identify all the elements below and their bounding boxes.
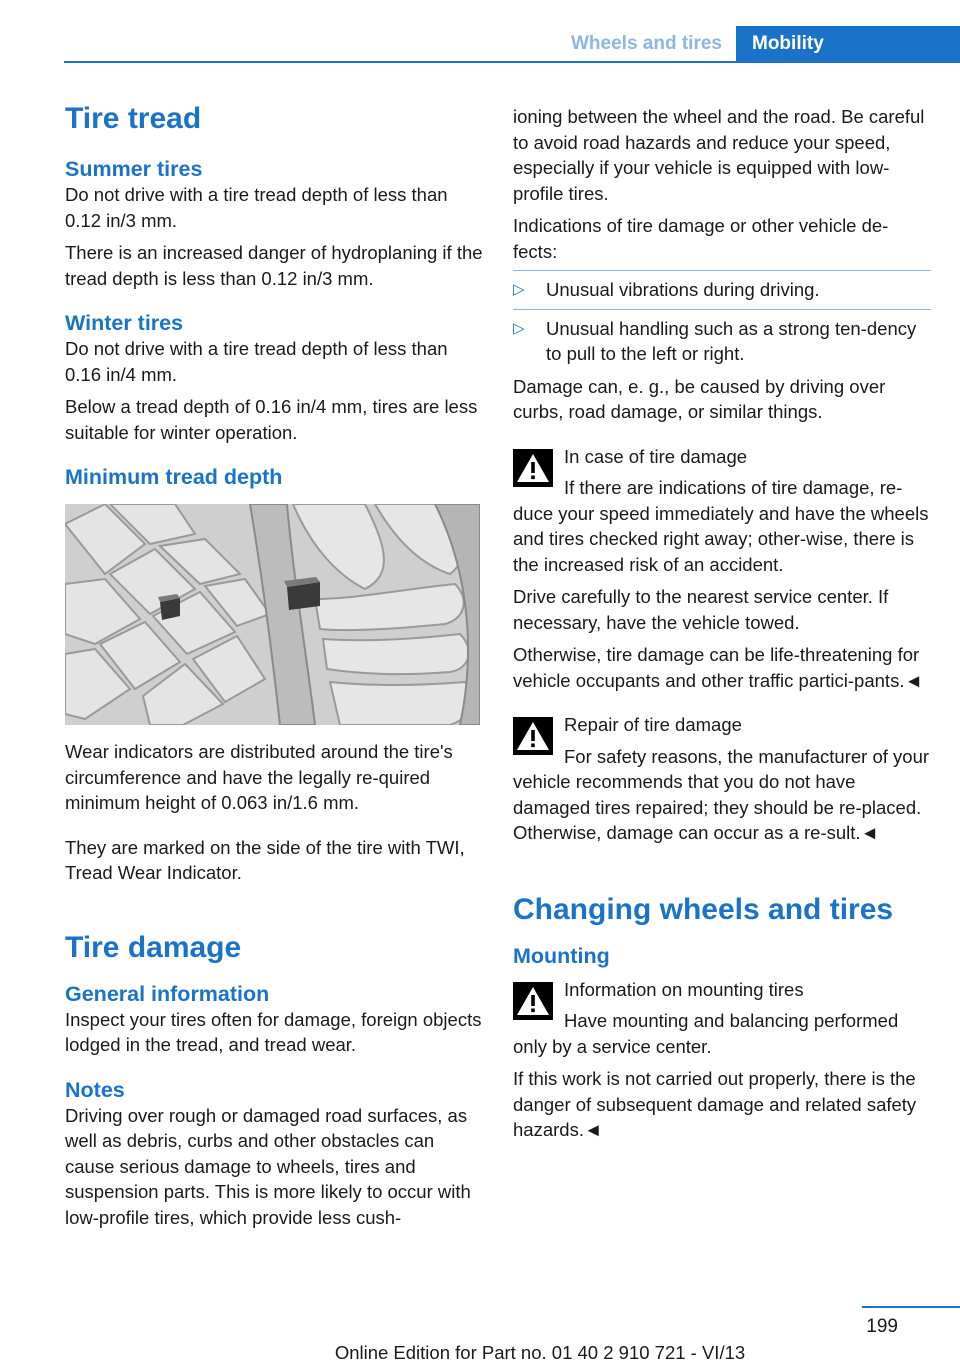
warning-title: Repair of tire damage [564,714,742,735]
header-chapter-tab: Mobility [736,26,960,62]
warning-title: In case of tire damage [564,445,748,467]
mounting-hazards-paragraph: If this work is not carried out properly, there is the danger of subsequent damage and related safety hazards.◄ [513,1068,917,1140]
life-threatening-paragraph: Otherwise, tire damage can be life-threatening for vehicle occupants and other traffic partici‐pants.◄ [513,644,923,691]
heading-changing-wheels-and-tires: Changing wheels and tires [513,892,894,926]
wear-indicators-paragraph-1: Wear indicators are distributed around the tire's circumference and have the legally re‐quired minimum height of 0.063 in/1.6 mm. [65,741,453,813]
summer-paragraph-2: There is an increased danger of hydroplaning if the tread depth is less than 0.12 in/3 mm. [65,242,483,289]
triangle-bullet-icon: ▷ [513,319,525,337]
tire-tread-drawing [65,504,480,725]
notes-paragraph: Driving over rough or damaged road surfaces, as well as debris, curbs and other obstacles can cause serious damage to wheels, tires and suspension parts. This is more likely to occur with low-profile tires, which provide less cush‐ [65,1104,471,1228]
heading-notes: Notes [65,1077,125,1102]
indications-paragraph: Indications of tire damage or other vehicle de‐fects: [513,215,889,262]
list-separator [513,270,931,271]
summer-paragraph-1: Do not drive with a tire tread depth of less than 0.12 in/3 mm. [65,184,448,231]
heading-tire-tread: Tire tread [65,102,202,135]
list-item: ▷ Unusual handling such as a strong ten‐dency to pull to the left or right. [513,317,917,364]
damage-indications-list [513,277,931,367]
heading-general-information: General information [65,981,270,1006]
cushioning-continuation-paragraph: ioning between the wheel and the road. Be careful to avoid road hazards and reduce your speed, especially if your vehicle is equipped with low-profile tires. [513,106,925,204]
header-section-title: Wheels and tires [571,32,722,54]
winter-paragraph-1: Do not drive with a tire tread depth of less than 0.16 in/4 mm. [65,338,448,385]
left-column [65,100,483,1230]
warning-body: If there are indications of tire damage, re‐duce your speed immediately and have the wheels and tires checked right away; other‐wise, there is the increased risk of an accident. [513,477,929,575]
warning-repair-of-tire-damage [513,712,931,846]
warning-triangle-icon [513,449,553,487]
heading-winter-tires: Winter tires [65,311,184,335]
edition-footer: Online Edition for Part no. 01 40 2 910 721 - VI/13 [334,1342,746,1363]
winter-paragraph-2: Below a tread depth of 0.16 in/4 mm, tires are less suitable for winter operation. [65,396,478,443]
triangle-bullet-icon: ▷ [513,281,525,298]
heading-summer-tires: Summer tires [65,157,203,181]
tire-tread-illustration [65,504,480,725]
right-column [513,104,931,1143]
page-number: 199 [866,1316,898,1337]
list-separator [513,309,931,310]
warning-body: For safety reasons, the manufacturer of your vehicle recommends that you do not have damaged tires repaired; they should be re‐placed. Otherwise, damage can occur as a re‐sult.◄ [513,745,930,843]
warning-mounting-tires [513,977,931,1060]
header-rule [64,61,960,63]
warning-tire-damage [513,444,931,578]
warning-body: Have mounting and balancing performed only by a service center. [513,1010,899,1057]
warning-triangle-icon [513,717,553,755]
heading-minimum-tread-depth: Minimum tread depth [65,465,283,489]
heading-mounting: Mounting [513,943,610,968]
drive-carefully-paragraph: Drive carefully to the nearest service center. If necessary, have the vehicle towed. [513,586,889,633]
warning-triangle-icon [513,982,553,1020]
heading-tire-damage: Tire damage [65,930,242,964]
damage-causes-paragraph: Damage can, e. g., be caused by driving over curbs, road damage, or similar things. [513,375,886,422]
list-item: ▷ Unusual vibrations during driving. [513,277,931,303]
footer-rule [862,1306,960,1308]
general-information-paragraph: Inspect your tires often for damage, foreign objects lodged in the tread, and tread wear. [65,1008,482,1055]
wear-indicators-paragraph-2: They are marked on the side of the tire with TWI, Tread Wear Indicator. [65,836,465,883]
warning-title: Information on mounting tires [564,978,804,1000]
